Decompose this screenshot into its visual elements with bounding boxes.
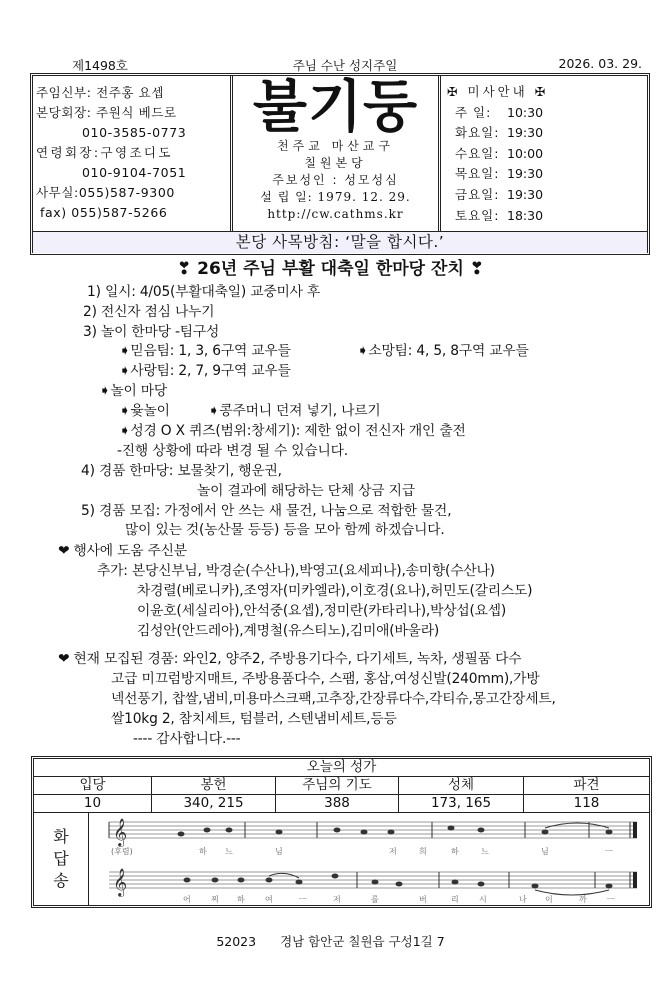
parish-name: 칠원본당: [304, 156, 367, 170]
helpers-line: 차경렬(베로니카),조영자(미카엘라),이호경(요나),허민도(갈리스도): [137, 583, 533, 599]
postal-code: 52023: [216, 934, 257, 949]
prizes-line: 고급 미끄럼방지매트, 주방용품다수, 스팸, 홍삼,여성신발(240mm),가방: [111, 671, 540, 687]
association-phone: 010-9104-7051: [82, 165, 187, 180]
svg-text:시: 시: [479, 895, 487, 904]
game-item: ➧콩주머니 던져 넣기, 나르기: [208, 403, 381, 419]
mass-row: 목요일: 19:30: [455, 166, 544, 182]
hymn-values-row: [34, 795, 649, 813]
svg-text:ㅡ: ㅡ: [299, 895, 307, 904]
parish-url[interactable]: http://cw.cathms.kr: [267, 207, 404, 221]
event-line: 많이 있는 것(농산물 등등) 등을 모아 함께 하겠습니다.: [125, 522, 445, 538]
hymn-header-offertory: 봉헌: [152, 777, 276, 794]
team-item: ➧믿음팀: 1, 3, 6구역 교우들: [119, 343, 291, 359]
svg-text:버: 버: [419, 895, 427, 904]
svg-text:님: 님: [275, 847, 283, 856]
office-phone: 사무실:055)587-9300: [36, 185, 175, 200]
address-footer: [0, 932, 661, 950]
svg-text:느: 느: [481, 847, 489, 856]
team-item: ➧소망팀: 4, 5, 8구역 교우들: [357, 343, 529, 359]
helpers-line: 이윤호(세실리아),안석중(요셉),정미란(카타리나),박상섭(요셉): [137, 603, 507, 619]
svg-text:나: 나: [519, 895, 527, 904]
hymn-table-title: 오늘의 성가: [34, 759, 649, 777]
parish-president: 본당회장: 주원식 베드로: [36, 105, 177, 120]
mass-row: 주 일: 10:30: [455, 104, 544, 120]
svg-text:여: 여: [265, 895, 273, 904]
helpers-title: ❤ 행사에 도움 주신분: [58, 543, 187, 559]
issue-number: 제1498호: [72, 58, 128, 73]
issue-header-line: [30, 56, 652, 73]
hymn-header-recessional: 파견: [573, 777, 600, 793]
mass-schedule-title: ✠ 미사안내 ✠: [447, 84, 549, 99]
svg-text:ㅡ: ㅡ: [607, 895, 615, 904]
event-title: ❣ 26년 주님 부활 대축일 한마당 잔치 ❣: [176, 259, 485, 279]
mass-row: 금요일: 19:30: [455, 186, 544, 202]
hymn-header-entrance: 입당: [34, 777, 152, 794]
hymn-table: [31, 756, 652, 908]
game-item: ➧윷놀이: [119, 403, 170, 419]
svg-text:저: 저: [389, 847, 397, 856]
helpers-line: 추가: 본당신부님, 박경순(수산나),박영고(요세피나),송미향(수산나): [97, 563, 495, 579]
event-line: 2) 전신자 점심 나누기: [83, 304, 215, 320]
hymn-offertory: 340, 215: [152, 795, 276, 812]
svg-text:저: 저: [333, 895, 341, 904]
hymn-communion: 173, 165: [399, 795, 524, 812]
svg-text:까: 까: [579, 895, 587, 904]
game-item: ➧성경 O X 퀴즈(범위:창세기): 제한 없이 전신자 개인 출전: [119, 423, 466, 439]
association-president: 연령회장:구영조디도: [36, 145, 173, 160]
founded-date: 설 립 일: 1979. 12. 29.: [260, 190, 411, 204]
mass-schedule: [441, 76, 647, 231]
issue-date: 2026. 03. 29.: [558, 56, 642, 71]
prizes-line: 넥선풍기, 찹쌀,냄비,미용마스크팩,고추장,간장류다수,각티슈,몽고간장세트,: [111, 691, 556, 707]
svg-text:𝄞: 𝄞: [113, 868, 128, 896]
svg-text:님: 님: [541, 847, 549, 856]
psalm-label: 화 답 송: [34, 812, 89, 905]
music-score: [89, 812, 649, 905]
thanks-line: ---- 감사합니다.---: [133, 731, 241, 747]
masthead-box: [30, 73, 650, 255]
hymn-entrance: 10: [34, 795, 152, 812]
hymn-header-communion: 성체: [399, 777, 524, 794]
patron-saint: 주보성인 : 성모성심: [272, 173, 399, 187]
parish-contacts: [33, 76, 233, 231]
svg-text:(후렴): (후렴): [111, 847, 133, 856]
liturgical-day: 주님 수난 성지주일: [292, 58, 398, 73]
event-line: 4) 경품 한마당: 보물찾기, 행운권,: [81, 463, 282, 479]
prizes-line: 쌀10kg 2, 참치세트, 텀블러, 스텐냄비세트,등등: [111, 711, 397, 727]
svg-text:찌: 찌: [211, 895, 219, 904]
hymn-lords-prayer: 388: [276, 795, 399, 812]
pastoral-motto: 본당 사목방침: ‘말을 합시다.’: [33, 231, 647, 253]
event-line: 1) 일시: 4/05(부활대축일) 교중미사 후: [87, 284, 321, 300]
svg-text:희: 희: [419, 847, 427, 856]
helpers-line: 김성안(안드레아),계명철(유스티노),김미애(바울라): [137, 623, 440, 639]
music-staff-icon: [89, 812, 649, 905]
svg-text:하: 하: [199, 847, 207, 856]
prizes-title: ❤ 현재 모집된 경품: 와인2, 양주2, 주방용기다수, 다기세트, 녹차, 생필품 다수: [58, 651, 522, 667]
svg-text:ㅡ: ㅡ: [605, 847, 613, 856]
masthead-center: [233, 76, 441, 231]
event-line: 3) 놀이 한마당 -팀구성: [83, 324, 220, 340]
mass-row: 수요일: 10:00: [455, 145, 544, 161]
hymn-header-lords-prayer: 주님의 기도: [276, 777, 399, 794]
fax-number: fax) 055)587-5266: [40, 205, 168, 220]
svg-text:이: 이: [545, 895, 553, 904]
svg-text:느: 느: [225, 847, 233, 856]
bulletin-title: 불기둥: [252, 75, 419, 140]
svg-text:하: 하: [451, 847, 459, 856]
president-phone: 010-3585-0773: [82, 125, 187, 140]
hymn-header-row: [34, 777, 649, 795]
diocese: 천주교 마산교구: [277, 139, 394, 153]
event-line: 놀이 결과에 해당하는 단체 상금 지급: [197, 483, 415, 499]
svg-text:리: 리: [451, 895, 459, 904]
svg-text:를: 를: [371, 895, 379, 904]
mass-row: 토요일: 18:30: [455, 207, 544, 223]
svg-text:𝄞: 𝄞: [113, 818, 128, 846]
games-heading: ➧놀이 마당: [99, 383, 168, 399]
svg-text:어: 어: [183, 895, 191, 904]
hymn-recessional: 118: [573, 795, 600, 811]
pastor: 주임신부: 전주홍 요셉: [36, 85, 165, 100]
event-line: 5) 경품 모집: 가정에서 안 쓰는 새 물건, 나눔으로 적합한 물건,: [81, 503, 452, 519]
mass-row: 화요일: 19:30: [455, 125, 544, 141]
event-note: -진행 상황에 따라 변경 될 수 있습니다.: [117, 443, 348, 459]
team-item: ➧사랑팀: 2, 7, 9구역 교우들: [119, 363, 291, 379]
svg-text:하: 하: [237, 895, 245, 904]
responsorial-psalm: [34, 812, 649, 905]
parish-address: 경남 함안군 칠원읍 구성1길 7: [280, 934, 445, 949]
